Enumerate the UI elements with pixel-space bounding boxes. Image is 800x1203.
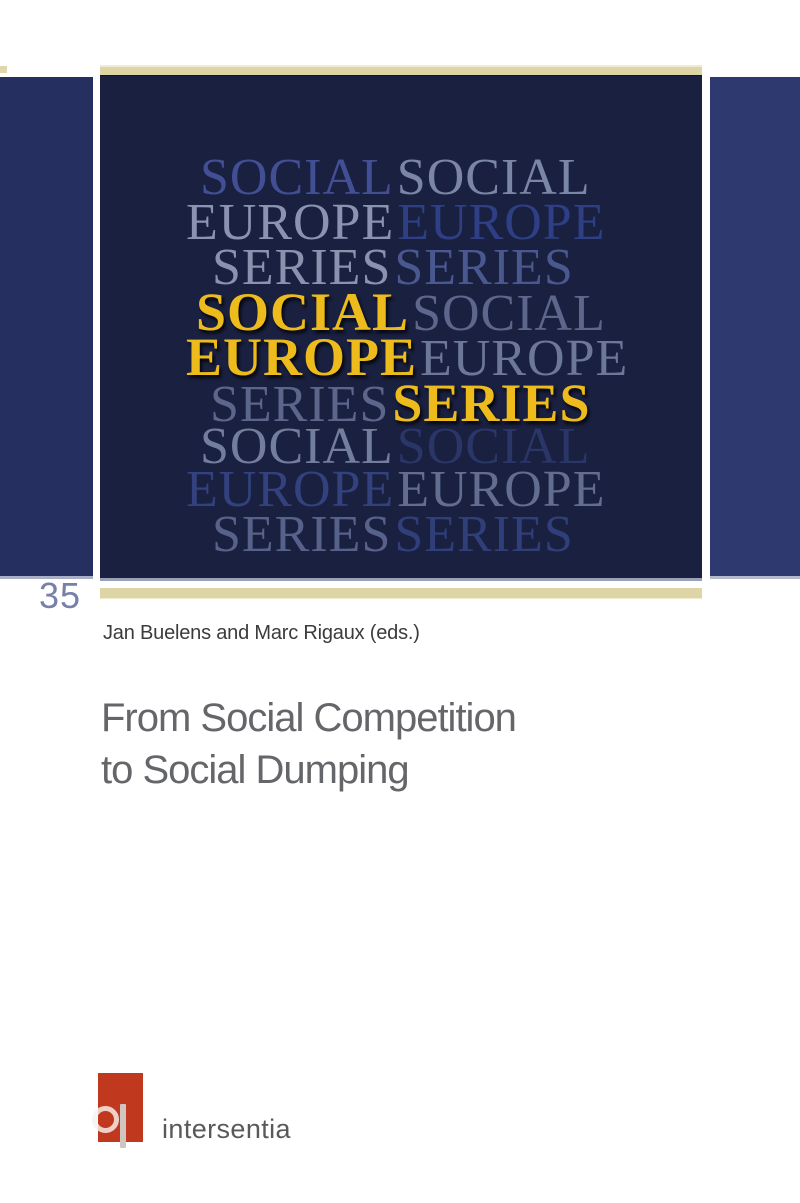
book-title-line1: From Social Competition [101, 696, 516, 740]
series-word: SERIES [394, 239, 574, 296]
series-word: SERIES [212, 506, 392, 563]
series-word-highlight: EUROPE [186, 327, 418, 387]
series-word: EUROPE [186, 461, 395, 518]
left-spine-column [0, 77, 93, 616]
series-word-highlight: SOCIAL [196, 282, 410, 342]
right-edge-column [710, 77, 800, 579]
series-word: SOCIAL [200, 418, 394, 475]
series-word: SOCIAL [200, 149, 394, 206]
series-word: SERIES [212, 239, 392, 296]
series-word: SOCIAL [412, 285, 606, 342]
book-title-line2: to Social Dumping [101, 748, 409, 792]
series-word: SOCIAL [396, 418, 591, 475]
series-text-row [212, 506, 574, 563]
series-word: EUROPE [186, 194, 395, 251]
series-word: SERIES [394, 506, 574, 563]
top-cream-rule [100, 65, 702, 75]
bottom-cream-rule [100, 588, 702, 599]
series-word: EUROPE [397, 461, 606, 518]
intersentia-logo-icon [98, 1073, 143, 1142]
series-word: SERIES [210, 376, 390, 433]
series-word-highlight: SERIES [392, 373, 591, 433]
left-edge-mark [0, 66, 7, 73]
logo-stem-icon [120, 1104, 126, 1148]
series-volume-number: 35 [38, 575, 82, 616]
book-title [101, 692, 516, 796]
logo-bowl-ring-icon [92, 1106, 119, 1133]
editors-line: Jan Buelens and Marc Rigaux (eds.) [103, 622, 420, 644]
series-word: EUROPE [420, 330, 629, 387]
series-title-panel [100, 75, 702, 581]
series-word: SOCIAL [396, 149, 591, 206]
publisher-wordmark: intersentia [162, 1114, 291, 1144]
series-word: EUROPE [397, 194, 606, 251]
